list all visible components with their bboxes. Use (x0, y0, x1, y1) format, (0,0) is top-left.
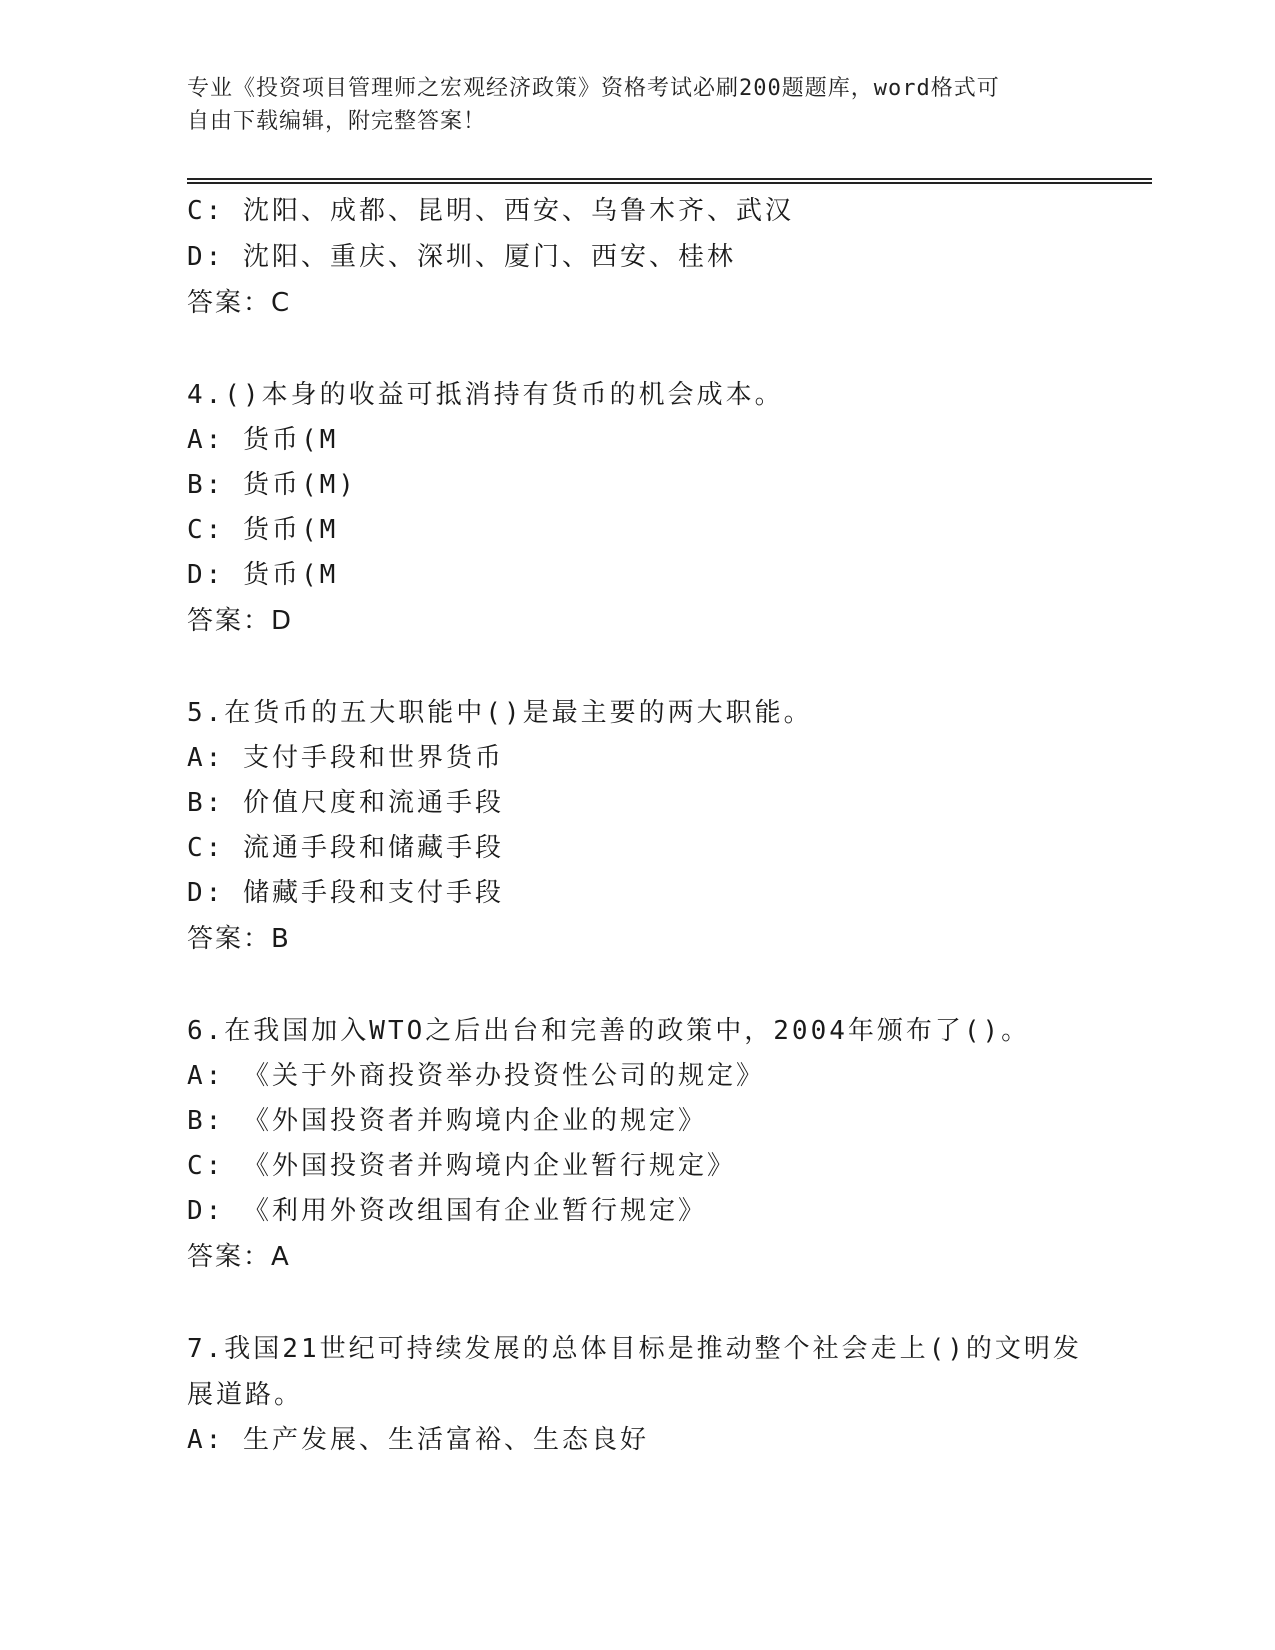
option-a: A: 支付手段和世界货币 (187, 743, 504, 773)
answer-label: 答案：C (187, 288, 292, 318)
option-a: A: 《关于外商投资举办投资性公司的规定》 (187, 1061, 765, 1091)
answer-label: 答案：D (187, 606, 294, 636)
question-stem: 6.在我国加入WTO之后出台和完善的政策中，2004年颁布了()。 (187, 1016, 1031, 1046)
question-6 (187, 1008, 1087, 1280)
question-7 (187, 1326, 1087, 1463)
header-divider (187, 178, 1152, 184)
question-list (187, 188, 1087, 1463)
answer-label: 答案：A (187, 1242, 291, 1272)
question-stem-line-1: 7.我国21世纪可持续发展的总体目标是推动整个社会走上()的文明发 (187, 1334, 1082, 1364)
question-3-continued (187, 188, 1087, 326)
option-b: B: 货币(M) (187, 470, 357, 500)
question-stem: 4.()本身的收益可抵消持有货币的机会成本。 (187, 380, 784, 410)
option-c: C: 货币(M (187, 515, 339, 545)
option-b: B: 《外国投资者并购境内企业的规定》 (187, 1106, 707, 1136)
question-4 (187, 372, 1087, 644)
option-a: A: 货币(M (187, 425, 339, 455)
option-c: C: 流通手段和储藏手段 (187, 833, 504, 863)
question-stem: 5.在货币的五大职能中()是最主要的两大职能。 (187, 698, 813, 728)
option-c: C: 沈阳、成都、昆明、西安、乌鲁木齐、武汉 (187, 196, 794, 226)
header-title-line-2: 自由下载编辑，附完整答案！ (187, 109, 487, 134)
header-title-line-1: 专业《投资项目管理师之宏观经济政策》资格考试必刷200题题库，word格式可 (187, 76, 1000, 101)
spacer (187, 1280, 1087, 1326)
option-d: D: 货币(M (187, 560, 339, 590)
document-header (187, 72, 1087, 138)
option-a: A: 生产发展、生活富裕、生态良好 (187, 1425, 649, 1455)
option-d: D: 沈阳、重庆、深圳、厦门、西安、桂林 (187, 242, 736, 272)
spacer (187, 644, 1087, 690)
question-stem-line-2: 展道路。 (187, 1380, 304, 1410)
option-d: D: 《利用外资改组国有企业暂行规定》 (187, 1196, 707, 1226)
option-b: B: 价值尺度和流通手段 (187, 788, 504, 818)
spacer (187, 326, 1087, 372)
option-d: D: 储藏手段和支付手段 (187, 878, 504, 908)
option-c: C: 《外国投资者并购境内企业暂行规定》 (187, 1151, 736, 1181)
spacer (187, 962, 1087, 1008)
question-5 (187, 690, 1087, 962)
answer-label: 答案：B (187, 924, 291, 954)
